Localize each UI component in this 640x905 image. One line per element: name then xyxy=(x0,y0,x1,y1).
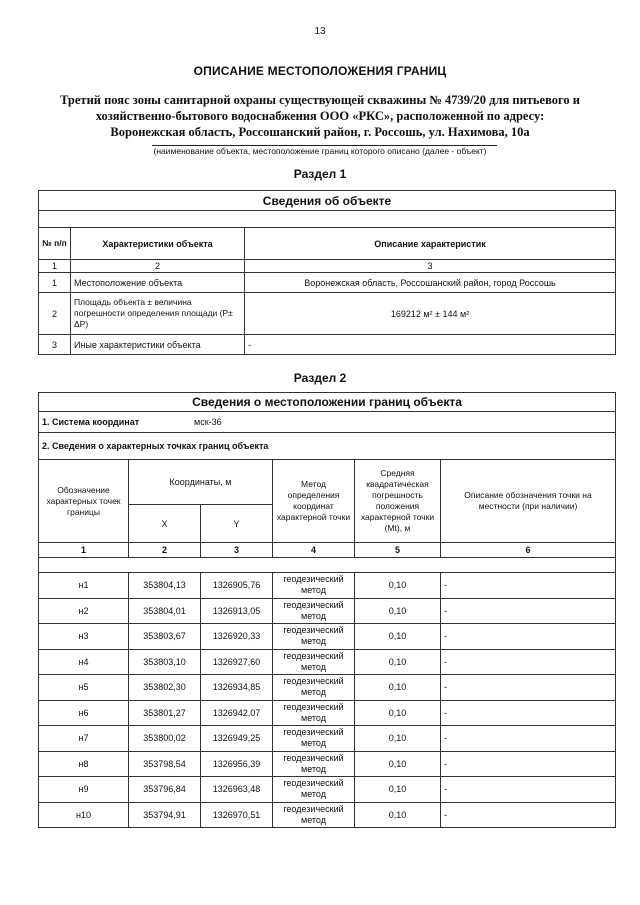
point-x: 353802,30 xyxy=(129,675,201,701)
point-y: 1326927,60 xyxy=(201,649,273,675)
point-mt: 0,10 xyxy=(355,573,441,599)
point-mt: 0,10 xyxy=(355,726,441,752)
point-y: 1326949,25 xyxy=(201,726,273,752)
point-x: 353794,91 xyxy=(129,802,201,828)
table-row xyxy=(39,726,616,752)
table-row xyxy=(39,293,616,335)
point-mt: 0,10 xyxy=(355,802,441,828)
row-num: 2 xyxy=(39,293,71,335)
point-id: н2 xyxy=(39,598,129,624)
point-y: 1326970,51 xyxy=(201,802,273,828)
table-row xyxy=(39,624,616,650)
row-desc: 169212 м² ± 144 м² xyxy=(245,293,616,335)
coord-system-value: мск-36 xyxy=(194,417,222,427)
x-header: X xyxy=(129,505,201,543)
coord-system-label: 1. Система координат xyxy=(42,417,140,427)
point-mt: 0,10 xyxy=(355,700,441,726)
index-cell: 6 xyxy=(441,543,616,558)
object-info-title: Сведения об объекте xyxy=(39,191,616,211)
point-y: 1326956,39 xyxy=(201,751,273,777)
point-id: н6 xyxy=(39,700,129,726)
point-desc: - xyxy=(441,700,616,726)
boundary-title: Сведения о местоположении границ объекта xyxy=(39,393,616,412)
point-method: геодезический метод xyxy=(273,573,355,599)
index-cell: 4 xyxy=(273,543,355,558)
point-mt: 0,10 xyxy=(355,751,441,777)
point-method: геодезический метод xyxy=(273,726,355,752)
point-id: н5 xyxy=(39,675,129,701)
object-name-line: Третий пояс зоны санитарной охраны существующей скважины № 4739/20 для питьевого и xyxy=(60,93,580,107)
point-desc: - xyxy=(441,726,616,752)
point-x: 353798,54 xyxy=(129,751,201,777)
index-cell: 1 xyxy=(39,260,71,273)
point-method: геодезический метод xyxy=(273,675,355,701)
point-id: н3 xyxy=(39,624,129,650)
point-id: н9 xyxy=(39,777,129,803)
section2-heading: Раздел 2 xyxy=(293,371,347,385)
coord-system-row xyxy=(39,412,616,433)
point-mt: 0,10 xyxy=(355,598,441,624)
object-name xyxy=(40,92,600,140)
table-row xyxy=(39,335,616,355)
row-desc: - xyxy=(245,335,616,355)
boundary-points-table xyxy=(38,392,616,828)
object-name-line: хозяйственно-бытового водоснабжения ООО «РКС», расположенной по адресу: xyxy=(95,109,545,123)
point-desc: - xyxy=(441,624,616,650)
point-method: геодезический метод xyxy=(273,598,355,624)
table-row xyxy=(39,675,616,701)
point-desc: - xyxy=(441,751,616,777)
table-row xyxy=(39,598,616,624)
point-method: геодезический метод xyxy=(273,802,355,828)
coords-header: Координаты, м xyxy=(129,460,273,505)
object-caption: (наименование объекта, местоположение границ которого описано (далее - объект) xyxy=(153,146,487,156)
point-x: 353803,10 xyxy=(129,649,201,675)
point-desc: - xyxy=(441,573,616,599)
index-cell: 2 xyxy=(71,260,245,273)
page-number: 13 xyxy=(314,26,326,37)
designation-header: Обозначение характерных точек границы xyxy=(39,460,129,543)
point-method: геодезический метод xyxy=(273,649,355,675)
col-num-header: № п/п xyxy=(39,228,71,260)
point-id: н4 xyxy=(39,649,129,675)
point-y: 1326913,05 xyxy=(201,598,273,624)
index-cell: 2 xyxy=(129,543,201,558)
point-mt: 0,10 xyxy=(355,649,441,675)
blank-row xyxy=(39,558,616,573)
index-cell: 5 xyxy=(355,543,441,558)
col-char-header: Характеристики объекта xyxy=(71,228,245,260)
row-desc: Воронежская область, Россошанский район, город Россошь xyxy=(245,273,616,293)
table-row xyxy=(39,273,616,293)
row-char: Местоположение объекта xyxy=(71,273,245,293)
row-char: Иные характеристики объекта xyxy=(71,335,245,355)
table-row xyxy=(39,649,616,675)
point-x: 353803,67 xyxy=(129,624,201,650)
point-mt: 0,10 xyxy=(355,624,441,650)
point-y: 1326942,07 xyxy=(201,700,273,726)
point-desc: - xyxy=(441,777,616,803)
object-info-table xyxy=(38,190,616,355)
document-title: ОПИСАНИЕ МЕСТОПОЛОЖЕНИЯ ГРАНИЦ xyxy=(193,64,447,78)
point-x: 353801,27 xyxy=(129,700,201,726)
accuracy-header: Средняя квадратическая погрешность положения характерной точки (Mt), м xyxy=(355,460,441,543)
point-desc: - xyxy=(441,802,616,828)
point-id: н10 xyxy=(39,802,129,828)
point-mt: 0,10 xyxy=(355,675,441,701)
point-x: 353804,01 xyxy=(129,598,201,624)
table-row xyxy=(39,751,616,777)
row-num: 1 xyxy=(39,273,71,293)
method-header: Метод определения координат характерной точки xyxy=(273,460,355,543)
point-method: геодезический метод xyxy=(273,777,355,803)
point-y: 1326905,76 xyxy=(201,573,273,599)
point-x: 353796,84 xyxy=(129,777,201,803)
index-cell: 1 xyxy=(39,543,129,558)
section1-heading: Раздел 1 xyxy=(293,167,347,181)
point-y: 1326920,33 xyxy=(201,624,273,650)
table-row xyxy=(39,777,616,803)
point-desc: - xyxy=(441,649,616,675)
blank-row xyxy=(39,211,616,228)
point-method: геодезический метод xyxy=(273,751,355,777)
table-row xyxy=(39,700,616,726)
index-cell: 3 xyxy=(245,260,616,273)
point-x: 353800,02 xyxy=(129,726,201,752)
table-row xyxy=(39,802,616,828)
table-row xyxy=(39,573,616,599)
y-header: Y xyxy=(201,505,273,543)
col-desc-header: Описание характеристик xyxy=(245,228,616,260)
point-y: 1326963,48 xyxy=(201,777,273,803)
point-id: н8 xyxy=(39,751,129,777)
description-header: Описание обозначения точки на местности (при наличии) xyxy=(441,460,616,543)
point-method: геодезический метод xyxy=(273,624,355,650)
point-id: н7 xyxy=(39,726,129,752)
point-method: геодезический метод xyxy=(273,700,355,726)
points-label: 2. Сведения о характерных точках границ объекта xyxy=(39,433,616,460)
point-x: 353804,13 xyxy=(129,573,201,599)
object-name-line: Воронежская область, Россошанский район, г. Россошь, ул. Нахимова, 10а xyxy=(110,125,530,139)
point-desc: - xyxy=(441,675,616,701)
point-y: 1326934,85 xyxy=(201,675,273,701)
row-num: 3 xyxy=(39,335,71,355)
index-cell: 3 xyxy=(201,543,273,558)
point-mt: 0,10 xyxy=(355,777,441,803)
point-desc: - xyxy=(441,598,616,624)
point-id: н1 xyxy=(39,573,129,599)
row-char: Площадь объекта ± величина погрешности определения площади (P± ΔP) xyxy=(71,293,245,335)
